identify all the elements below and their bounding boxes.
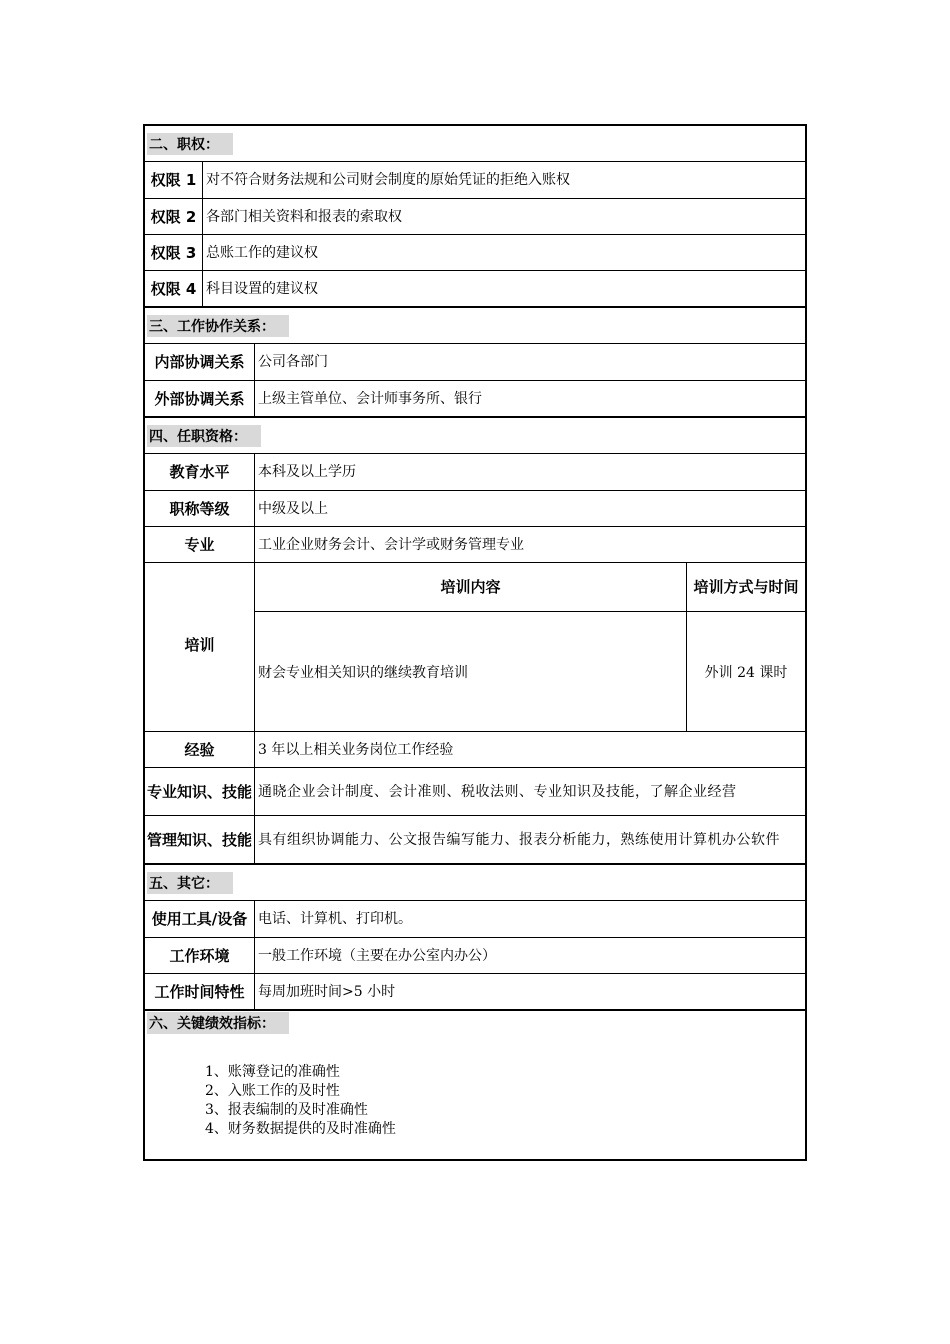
training-data-row <box>255 612 805 731</box>
authority-value: 对不符合财务法规和公司财会制度的原始凭证的拒绝入账权 <box>206 172 570 188</box>
authority-row <box>145 234 805 270</box>
training-method: 外训 24 课时 <box>704 664 788 681</box>
authority-label: 权限 4 <box>145 271 203 306</box>
authority-title: 二、职权： <box>147 133 233 155</box>
mgmt-skills-row <box>145 815 805 863</box>
training-row <box>145 562 805 731</box>
authority-value: 各部门相关资料和报表的索取权 <box>206 208 402 225</box>
authority-row <box>145 270 805 306</box>
relations-label: 外部协调关系 <box>145 381 255 416</box>
experience-value: 3 年以上相关业务岗位工作经验 <box>258 741 454 758</box>
education-row <box>145 454 805 490</box>
other-label: 工作环境 <box>145 938 255 973</box>
kpi-item: 2、入账工作的及时性 <box>205 1083 340 1099</box>
kpi-item: 1、账簿登记的准确性 <box>205 1064 340 1080</box>
training-header-row <box>255 563 805 612</box>
mgmt-skills-value: 具有组织协调能力、公文报告编写能力、报表分析能力，熟练使用计算机办公软件 <box>258 831 780 848</box>
other-row <box>145 973 805 1009</box>
training-method-header: 培训方式与时间 <box>693 578 799 596</box>
authority-header <box>145 126 805 162</box>
authority-label: 权限 2 <box>145 199 203 234</box>
relations-title: 三、工作协作关系： <box>147 315 289 337</box>
training-table <box>255 563 805 731</box>
authority-row <box>145 198 805 234</box>
experience-label: 经验 <box>145 732 255 767</box>
title-level-label: 职称等级 <box>145 491 255 526</box>
authority-label: 权限 1 <box>145 162 203 198</box>
authority-value: 总账工作的建议权 <box>206 244 318 261</box>
relations-value: 上级主管单位、会计师事务所、银行 <box>258 390 482 407</box>
authority-section <box>143 124 807 306</box>
authority-label: 权限 3 <box>145 235 203 270</box>
kpi-title: 六、关键绩效指标： <box>147 1012 289 1034</box>
authority-row <box>145 162 805 198</box>
other-value: 一般工作环境（主要在办公室内办公） <box>258 947 496 964</box>
other-value: 每周加班时间>5 小时 <box>258 983 396 1000</box>
title-level-value: 中级及以上 <box>258 500 328 517</box>
authority-value: 科目设置的建议权 <box>206 280 318 297</box>
major-value: 工业企业财务会计、会计学或财务管理专业 <box>258 536 524 553</box>
education-value: 本科及以上学历 <box>258 464 356 480</box>
major-label: 专业 <box>145 527 255 562</box>
major-row <box>145 526 805 562</box>
training-content-header: 培训内容 <box>255 563 687 611</box>
mgmt-skills-label: 管理知识、技能 <box>145 816 255 863</box>
pro-skills-row <box>145 767 805 815</box>
job-description-table <box>143 124 807 1161</box>
experience-row <box>145 731 805 767</box>
other-section <box>143 863 807 1009</box>
other-row <box>145 901 805 937</box>
title-level-row <box>145 490 805 526</box>
training-label: 培训 <box>145 563 255 731</box>
training-content: 财会专业相关知识的继续教育培训 <box>255 612 687 731</box>
other-label: 工作时间特性 <box>145 974 255 1009</box>
other-header <box>145 865 805 901</box>
education-label: 教育水平 <box>145 454 255 490</box>
qualifications-title: 四、任职资格： <box>147 425 261 447</box>
kpi-list <box>145 1035 805 1159</box>
kpi-section <box>143 1009 807 1161</box>
kpi-item: 4、财务数据提供的及时准确性 <box>205 1121 396 1137</box>
relations-section <box>143 306 807 416</box>
qualifications-header <box>145 418 805 454</box>
relations-row <box>145 380 805 416</box>
relations-row <box>145 344 805 380</box>
other-title: 五、其它： <box>147 872 233 894</box>
kpi-item: 3、报表编制的及时准确性 <box>205 1102 368 1118</box>
other-label: 使用工具/设备 <box>145 901 255 937</box>
other-value: 电话、计算机、打印机。 <box>258 911 412 927</box>
pro-skills-label: 专业知识、技能 <box>145 768 255 815</box>
relations-value: 公司各部门 <box>258 354 328 370</box>
qualifications-section <box>143 416 807 863</box>
kpi-header <box>145 1011 805 1035</box>
other-row <box>145 937 805 973</box>
relations-header <box>145 308 805 344</box>
pro-skills-value: 通晓企业会计制度、会计准则、税收法则、专业知识及技能，了解企业经营 <box>258 783 737 800</box>
relations-label: 内部协调关系 <box>145 344 255 380</box>
